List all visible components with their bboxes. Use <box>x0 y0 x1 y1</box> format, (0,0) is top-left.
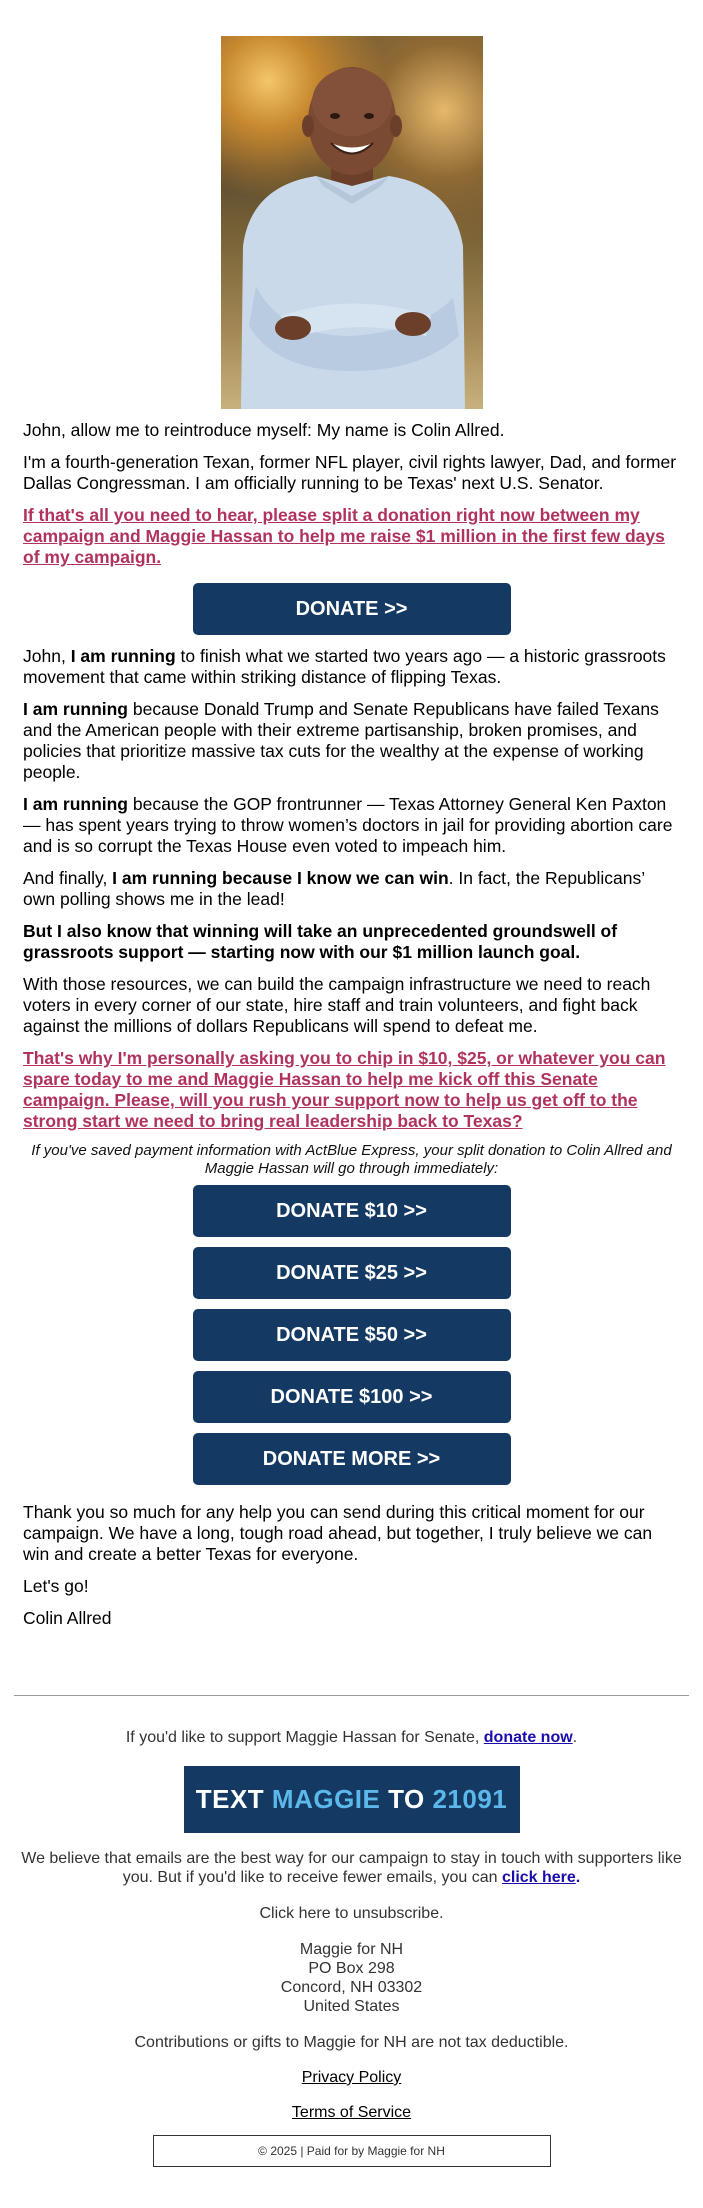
fewer-emails-link[interactable]: click here <box>501 1869 576 1886</box>
amount-buttons <box>23 1185 680 1485</box>
portrait-illustration <box>221 36 483 409</box>
text-maggie-banner[interactable] <box>184 1766 520 1833</box>
address-line: United States <box>303 1998 400 2015</box>
address-line: Maggie for NH <box>299 1941 404 1958</box>
text: because the GOP frontrunner — Texas Attorney General Ken Paxton — has spent years trying to throw women’s doctors in jail for providing abortion care and is so corrupt the Texas House even voted to impeach him. <box>23 794 673 856</box>
text: because Donald Trump and Senate Republicans have failed Texans and the American people with their extreme partisanship, broken promises, and policies that prioritize massive tax cuts for the wealthy at the expense of working people. <box>23 699 659 782</box>
emphasis: I am running because I know we can win <box>112 868 449 888</box>
text: . <box>572 1729 578 1746</box>
emphasis: I am running <box>70 646 176 666</box>
chip-in-link[interactable]: That's why I'm personally asking you to chip in $10, $25, or whatever you can spare today to me and Maggie Hassan to help me kick off this Senate campaign. Please, will you rush your support now to help us get off to the strong start we need to bring real leadership back to Texas? <box>23 1048 666 1131</box>
support-line <box>0 1728 703 1747</box>
paid-for-disclaimer: © 2025 | Paid for by Maggie for NH <box>153 2135 551 2167</box>
paragraph-launch-goal: But I also know that winning will take an unprecedented groundswell of grassroots support — starting now with our $1 million launch goal. <box>23 921 618 962</box>
donate-100-button[interactable]: DONATE $100 >> <box>193 1371 511 1423</box>
text: And finally, <box>23 868 113 888</box>
text: John, <box>23 646 71 666</box>
banner-word: TEXT <box>195 1784 265 1814</box>
privacy-policy-link[interactable]: Privacy Policy <box>301 2069 402 2086</box>
mailing-address <box>0 1940 703 2016</box>
closing-text: Thank you so much for any help you can send during this critical moment for our campaign. We have a long, tough road ahead, but together, I truly believe we can win and create a better Texas for everyone. <box>23 1502 653 1564</box>
paragraph-running-1 <box>23 646 680 688</box>
donate-now-link[interactable]: donate now <box>483 1729 573 1746</box>
tax-note: Contributions or gifts to Maggie for NH are not tax deductible. <box>134 2034 569 2051</box>
donate-10-button[interactable]: DONATE $10 >> <box>193 1185 511 1237</box>
photo-container <box>23 0 680 409</box>
paragraph-resources: With those resources, we can build the campaign infrastructure we need to reach voters in every corner of our state, hire staff and train volunteers, and fight back against the millions of dollars Republicans will spend to defeat me. <box>23 974 651 1036</box>
paragraph-running-3 <box>23 794 680 857</box>
banner-word: MAGGIE <box>271 1784 381 1814</box>
intro-text: John, allow me to reintroduce myself: My name is Colin Allred. <box>23 420 505 440</box>
unsubscribe-link[interactable]: Click here to unsubscribe. <box>259 1905 444 1922</box>
candidate-photo <box>221 36 483 409</box>
donate-more-button[interactable]: DONATE MORE >> <box>193 1433 511 1485</box>
split-donation-link[interactable]: If that's all you need to hear, please split a donation right now between my campaign and Maggie Hassan to help me raise $1 million in the first few days of my campaign. <box>23 505 665 567</box>
terms-of-service-link[interactable]: Terms of Service <box>291 2104 412 2121</box>
text: We believe that emails are the best way for our campaign to stay in touch with supporters like you. But if you'd like to receive fewer emails, you can <box>21 1850 682 1886</box>
lets-go-text: Let's go! <box>23 1576 89 1596</box>
email-preferences <box>0 1849 703 1887</box>
bio-text: I'm a fourth-generation Texan, former NFL player, civil rights lawyer, Dad, and former Dallas Congressman. I am officially running to be Texas' next U.S. Senator. <box>23 452 677 493</box>
address-line: PO Box 298 <box>308 1960 395 1977</box>
banner-word: TO <box>388 1784 425 1814</box>
footer-divider <box>14 1695 689 1696</box>
address-line: Concord, NH 03302 <box>280 1979 423 1996</box>
actblue-express-note: If you've saved payment information with ActBlue Express, your split donation to Colin Allred and Maggie Hassan will go through immediately: <box>31 1142 672 1177</box>
banner-word: 21091 <box>432 1784 508 1814</box>
text: . In fact, the Republicans’ own polling shows me in the lead! <box>23 868 645 909</box>
paragraph-running-2 <box>23 699 680 783</box>
donate-25-button[interactable]: DONATE $25 >> <box>193 1247 511 1299</box>
donate-button[interactable]: DONATE >> <box>193 583 511 635</box>
text: to finish what we started two years ago — a historic grassroots movement that came within striking distance of flipping Texas. <box>23 646 666 687</box>
signature: Colin Allred <box>23 1608 112 1628</box>
text: . <box>575 1869 581 1886</box>
emphasis: I am running <box>23 794 128 814</box>
footer <box>0 1728 703 2167</box>
paragraph-can-win <box>23 868 680 910</box>
text: If you'd like to support Maggie Hassan for Senate, <box>125 1729 484 1746</box>
emphasis: I am running <box>23 699 128 719</box>
donate-50-button[interactable]: DONATE $50 >> <box>193 1309 511 1361</box>
